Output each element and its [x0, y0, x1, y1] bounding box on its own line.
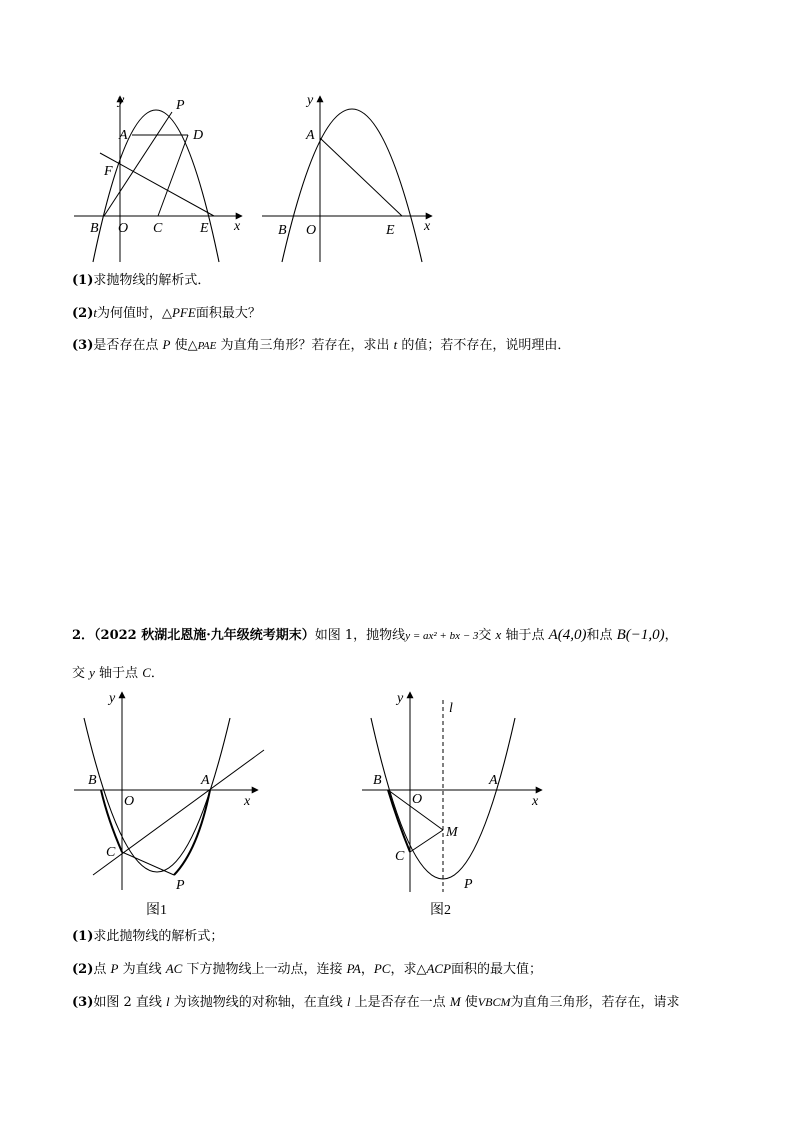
q2-part-1: (1)求此抛物线的解析式；	[72, 929, 224, 944]
label-F: F	[104, 164, 113, 179]
label-x: x	[532, 794, 539, 809]
label-M: M	[446, 825, 458, 840]
label-A: A	[119, 128, 128, 143]
label-C: C	[153, 221, 163, 236]
segment-CP	[122, 852, 174, 875]
figure-top-right	[258, 90, 438, 265]
arc-BC	[101, 790, 122, 852]
figure-q2-1	[68, 686, 278, 920]
label-E: E	[200, 221, 209, 236]
segment-AE	[320, 138, 402, 216]
segment-CM	[410, 830, 443, 852]
label-O: O	[118, 221, 129, 236]
q2-part-2: (2)点 P 为直线 AC 下方抛物线上一动点，连接 PA，PC，求△ACP面积的最大值；	[72, 961, 543, 977]
line-AC	[93, 750, 264, 875]
label-y: y	[397, 691, 404, 706]
label-C: C	[395, 849, 405, 864]
label-x: x	[244, 794, 251, 809]
label-O: O	[412, 792, 423, 807]
label-B: B	[88, 773, 97, 788]
label-C: C	[106, 845, 116, 860]
label-A: A	[306, 128, 315, 143]
q1-part-3: (3)是否存在点 P 使△PAE 为直角三角形？若存在，求出 t 的值；若不存在，说明理由．	[72, 337, 571, 353]
caption-fig2: 图2	[430, 903, 451, 918]
segment-BP	[104, 112, 172, 216]
figure-q2-2	[358, 686, 554, 920]
label-P: P	[176, 98, 185, 113]
label-x: x	[424, 219, 431, 234]
q2-part-3: (3)如图 2 直线 l 为该抛物线的对称轴，在直线 l 上是否存在一点 M 使VBCM为直角三角形，若存在，请求	[72, 994, 680, 1010]
q1-part-1: (1)求抛物线的解析式．	[72, 273, 211, 288]
label-B: B	[90, 221, 99, 236]
q2-intro-line2: 交 y 轴于点 C．	[72, 665, 164, 681]
segment-DC	[158, 135, 188, 216]
label-y: y	[118, 93, 125, 108]
label-P: P	[464, 877, 473, 892]
caption-fig1: 图1	[146, 903, 167, 918]
label-x: x	[234, 219, 241, 234]
label-E: E	[386, 223, 395, 238]
arc-BC	[388, 790, 410, 852]
label-y: y	[109, 691, 116, 706]
segment-FE	[100, 153, 214, 216]
label-D: D	[193, 128, 204, 143]
label-O: O	[306, 223, 317, 238]
label-B: B	[373, 773, 382, 788]
label-O: O	[124, 794, 135, 809]
label-l: l	[449, 701, 453, 716]
label-P: P	[176, 878, 185, 893]
label-A: A	[201, 773, 210, 788]
label-y: y	[307, 93, 314, 108]
parabola	[282, 109, 422, 262]
figure-top-left	[60, 90, 260, 265]
q2-intro-line1: 2．（2022 秋湖北恩施·九年级统考期末）如图 1，抛物线y = ax² + bx − 3交 x 轴于点 A(4,0)和点 B(−1,0)，	[72, 627, 678, 643]
q1-part-2: (2)t为何值时，△PFE面积最大？	[72, 305, 261, 321]
label-B: B	[278, 223, 287, 238]
label-A: A	[489, 773, 498, 788]
